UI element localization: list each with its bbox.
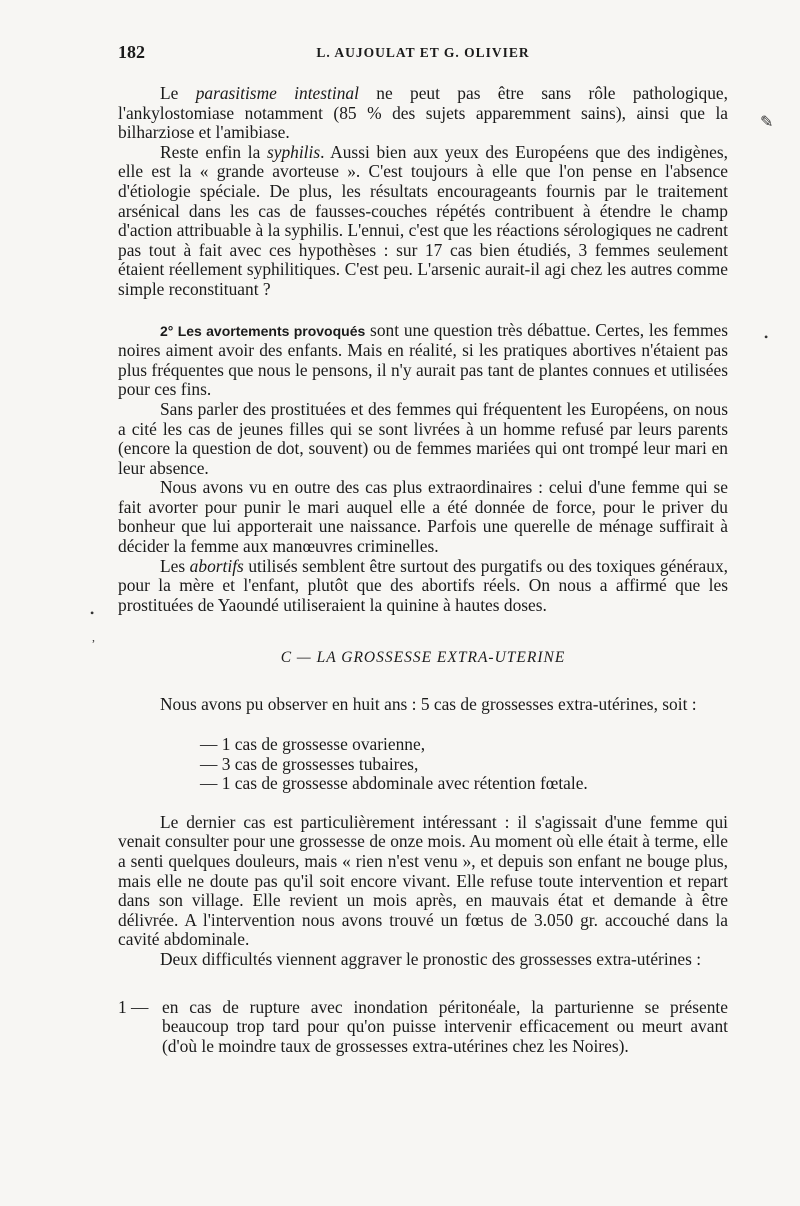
page-body <box>118 84 728 1056</box>
paragraph-syphilis <box>118 143 728 300</box>
margin-tick: , <box>92 630 95 644</box>
text-run: ne peut pas être sans rôle pathologique, l'ankylostomiase notamment (85 % des sujets apparemment sains), ainsi que la bilharziose et l'amibiase. <box>118 83 728 143</box>
text-run: utilisés semblent être surtout des purgatifs ou des toxiques généraux, pour la mère et l'enfant, plutôt que des abortifs réels. On nous a affirmé que les prostituées de Yaoundé utiliseraient la quinine à hautes doses. <box>118 555 728 615</box>
paragraph-induced-abortions <box>118 321 728 400</box>
italic-term: parasitisme intestinal <box>195 83 359 103</box>
subsection-heading: 2° Les avortements provoqués <box>160 322 366 339</box>
italic-term: abortifs <box>189 555 244 576</box>
paragraph-last-case: Le dernier cas est particulièrement intéressant : il s'agissait d'une femme qui venait consulter pour une grossesse de onze mois. Au moment où elle était à terme, elle a senti quelques douleurs, mais « rien n'est venu », et depuis son enfant ne bouge plus, mais elle ne doute pas qu'il soit encore vivant. Elle refuse toute intervention et repart dans son village. Elle revient un mois après, en mauvais état et demande à être délivrée. A l'intervention nous avons trouvé un fœtus de 3.050 gr. accouché dans la cavité abdominale. <box>118 811 728 950</box>
page-header <box>118 42 728 66</box>
text-run: sont une question très débattue. Certes, les femmes noires aiment avoir des enfants. Mais en réalité, si les pratiques abortives n'étaient pas plus fréquentes que nous le pensons, il n'y aurait pas tant de plantes connues et utilisées pour ces fins. <box>118 319 728 400</box>
paragraph-observed-cases: Nous avons pu observer en huit ans : 5 cas de grossesses extra-utérines, soit : <box>160 694 697 715</box>
text-run: Reste enfin la <box>160 141 267 162</box>
margin-dot: • <box>764 330 769 344</box>
margin-dot: • <box>90 606 95 620</box>
section-title: C — LA GROSSESSE EXTRA-UTERINE <box>280 649 566 667</box>
running-head: L. AUJOULAT ET G. OLIVIER <box>316 45 530 60</box>
italic-term: syphilis <box>266 141 321 162</box>
numbered-item <box>118 998 728 1057</box>
text-run: Le <box>160 83 196 103</box>
text-run: . Aussi bien aux yeux des Européens que des indigènes, elle est la « grande avorteuse ». C'est toujours à elle que l'on pense en l'absence d'étiologie spéciale. De plus, les résultats encourageants fournis par le traitement arsénical dans les cas de fausses-couches répétés contribuent à étendre le champ d'action attribuable à la syphilis. L'ennui, c'est que les réactions sérologiques ne cadrent pas tout à fait avec ces hypothèses : sur 17 cas bien étudiés, 3 femmes seulement étaient réellement syphilitiques. C'est peu. L'arsenic aurait-il agi chez les autres comme simple reconstituant ? <box>118 141 728 299</box>
paragraph-extraordinary-cases: Nous avons vu en outre des cas plus extraordinaires : celui d'une femme qui se fait avorter pour punir le mari auquel elle a été donnée de force, pour le priver du bonheur que lui apporterait une naissance. Parfois une querelle de ménage suffirait à décider la femme aux manœuvres criminelles. <box>118 477 728 557</box>
paragraph-parasitism <box>118 84 728 143</box>
list-item: — 1 cas de grossesse abdominale avec rétention fœtale. <box>200 773 588 794</box>
list-item: — 1 cas de grossesse ovarienne, <box>200 734 426 755</box>
item-text: en cas de rupture avec inondation péritonéale, la parturienne se présente beaucoup trop tard pour qu'on puisse intervenir efficacement ou meurt avant (d'où le moindre taux de grossesses extra-utérines chez les Noires). <box>162 996 728 1056</box>
case-list <box>118 735 728 794</box>
item-number: 1 — <box>118 996 149 1017</box>
margin-mark: ✎ <box>760 114 774 131</box>
paragraph-prostitutes: Sans parler des prostituées et des femmes qui fréquentent les Européens, on nous a cité les cas de jeunes filles qui se sont livrées à un homme refusé par leurs parents (encore la question de dot, souvent) ou de femmes mariées qui ont trompé leur mari en leur absence. <box>118 398 728 478</box>
text-run: Les <box>160 555 190 576</box>
list-item: — 3 cas de grossesses tubaires, <box>200 753 419 774</box>
page-number: 182 <box>118 42 145 62</box>
paragraph-abortifacients <box>118 557 728 616</box>
paragraph-difficulties: Deux difficultés viennent aggraver le pronostic des grossesses extra-utérines : <box>160 948 702 969</box>
